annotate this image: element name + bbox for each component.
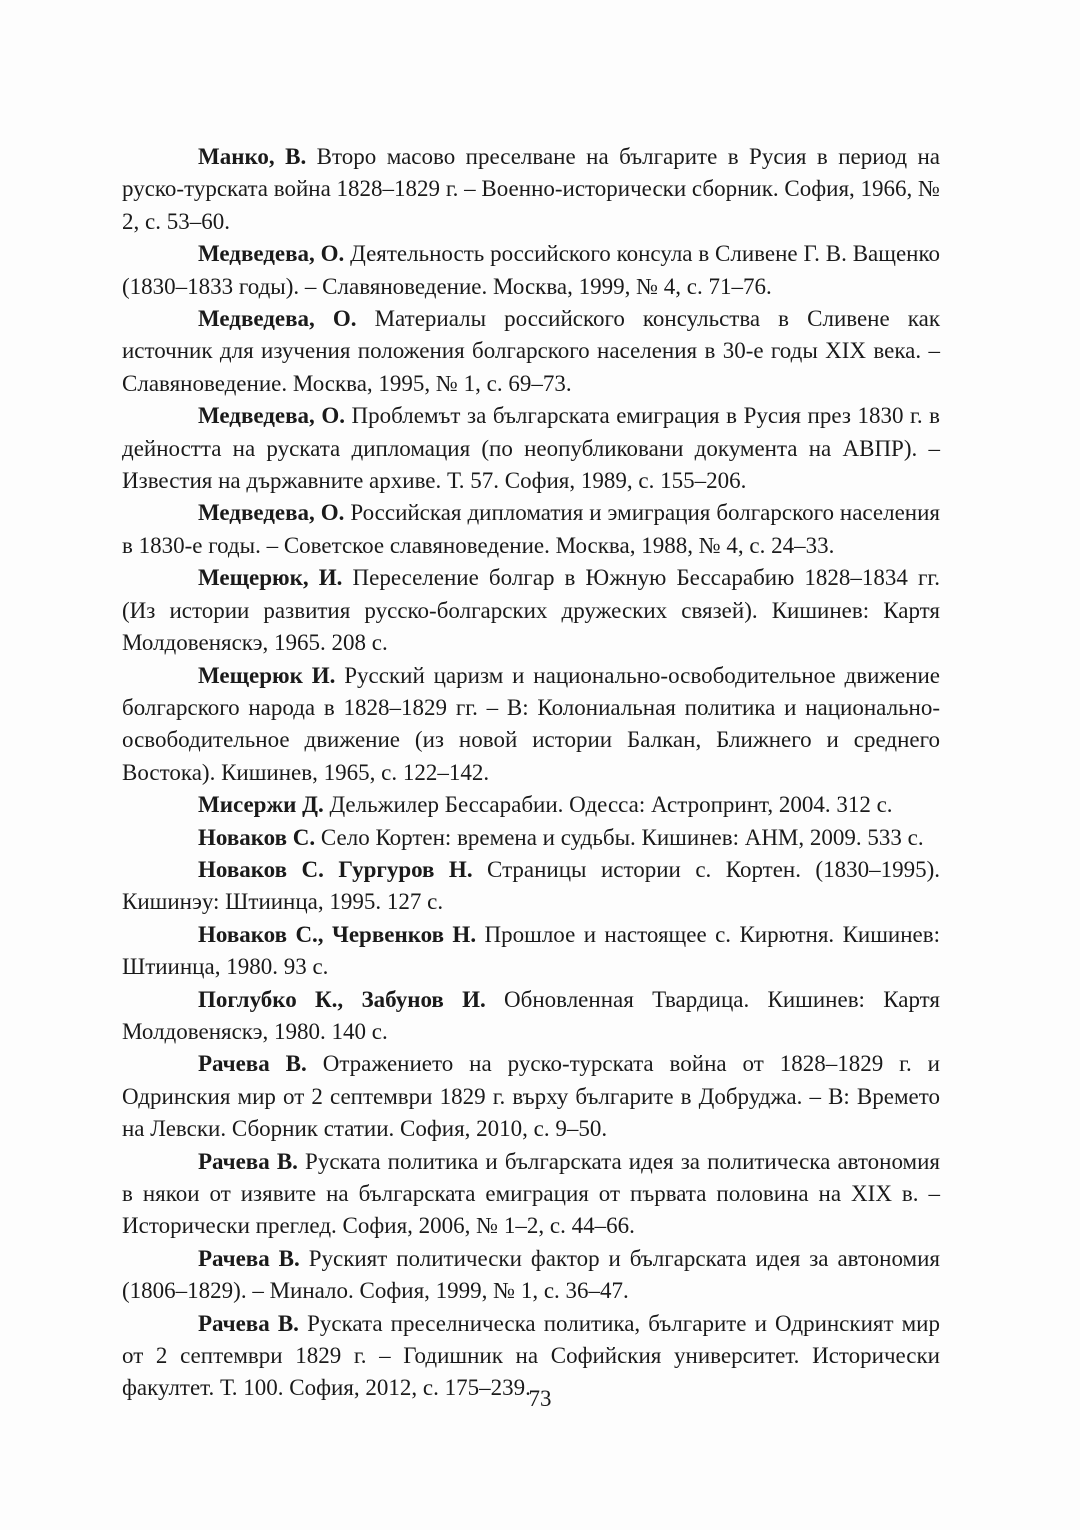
bibliography-entry	[122, 1048, 940, 1145]
entry-author: Рачева В.	[198, 1245, 300, 1271]
entry-author: Медведева, О.	[198, 306, 357, 332]
entry-author: Рачева В.	[198, 1148, 298, 1174]
bibliography-entry	[122, 303, 940, 400]
entry-text: Материалы российского консульства в Сливене как источник для изучения положения болгарского населения в 30-е годы XIX века. – Славяноведение. Москва, 1995, № 1, с. 69–73.	[122, 306, 940, 396]
bibliography-entry	[122, 1146, 940, 1243]
entry-author: Новаков С. Гургуров Н.	[198, 856, 473, 882]
entry-text: Деятельность российского консула в Сливене Г. В. Ващенко (1830–1833 годы). – Славяноведение. Москва, 1999, № 4, с. 71–76.	[122, 241, 940, 299]
entry-author: Новаков С.	[198, 824, 316, 850]
bibliography-entry	[122, 562, 940, 659]
entry-text: Дельжилер Бессарабии. Одесса: Астропринт, 2004. 312 с.	[329, 792, 893, 818]
entry-text: Отражението на руско-турската война от 1828–1829 г. и Одринския мир от 2 септември 1829 г. върху българите в Добруджа. – В: Времето на Левски. Сборник статии. София, 2010, с. 9–50.	[122, 1051, 940, 1142]
bibliography-entry	[122, 660, 940, 790]
entry-author: Мисержи Д.	[198, 792, 324, 818]
bibliography-entry	[122, 1243, 940, 1308]
entry-text: Прошлое и настоящее с. Кирютня. Кишинев: Штиинца, 1980. 93 с.	[122, 921, 941, 980]
bibliography-entry	[122, 497, 940, 562]
entry-text: Второ масово преселване на българите в Русия в период на руско-турската война 1828–1829 г. – Военно-исторически сборник. София, 1966, № 2, с. 53–60.	[122, 144, 941, 234]
entry-author: Поглубко К., Забунов И.	[198, 986, 486, 1012]
entry-text: Руският политически фактор и българската идея за автономия (1806–1829). – Минало. София, 1999, № 1, с. 36–47.	[122, 1245, 941, 1304]
bibliography-entry	[122, 854, 940, 919]
bibliography-entry	[122, 822, 940, 854]
entry-text: Руската политика и българската идея за политическа автономия в някои от изявите на българската емиграция от първата половина на XIX в. – Исторически преглед. София, 2006, № 1–2, с. 44–66.	[122, 1148, 940, 1239]
entry-text: Село Кортен: времена и судьбы. Кишинев: АНМ, 2009. 533 с.	[320, 824, 924, 850]
entry-author: Медведева, О.	[198, 500, 345, 526]
page-number: 73	[528, 1386, 552, 1411]
entry-text: Русский царизм и национально-освободительное движение болгарского народа в 1828–1829 гг. – В: Колониальная политика и национально-освободительное движение (из новой истории Балкан, Ближнего и среднего Востока). Кишинев, 1965, с. 122–142.	[122, 662, 941, 785]
entry-text: Обновленная Твардица. Кишинев: Картя Молдовеняскэ, 1980. 140 с.	[122, 986, 940, 1044]
entry-author: Медведева, О.	[198, 403, 345, 429]
entry-author: Рачева В.	[198, 1051, 307, 1077]
entry-author: Рачева В.	[198, 1310, 299, 1336]
bibliography-entry	[122, 141, 940, 238]
entry-text: Страницы истории с. Кортен. (1830–1995). Кишинэу: Штиинца, 1995. 127 с.	[122, 856, 940, 915]
entry-author: Медведева, О.	[198, 241, 345, 267]
bibliography-entry	[122, 919, 940, 984]
entry-author: Мещерюк, И.	[198, 565, 343, 591]
entry-author: Манко, В.	[198, 144, 307, 169]
bibliography-list	[122, 141, 940, 1405]
entry-text: Переселение болгар в Южную Бессарабию 1828–1834 гг. (Из истории развития русско-болгарских дружеских связей). Кишинев: Картя Молдовеняскэ, 1965. 208 с.	[122, 565, 941, 656]
bibliography-entry	[122, 789, 940, 821]
entry-author: Новаков С., Червенков Н.	[198, 921, 477, 947]
entry-author: Мещерюк И.	[198, 662, 336, 688]
entry-text: Проблемът за българската емиграция в Русия през 1830 г. в дейността на руската дипломация (по неопубликовани документа на АВПР). – Известия на държавните архиве. Т. 57. София, 1989, с. 155–206.	[122, 403, 940, 494]
entry-text: Российская дипломатия и эмиграция болгарского населения в 1830-е годы. – Советское славяноведение. Москва, 1988, № 4, с. 24–33.	[122, 500, 940, 558]
entry-text: Руската преселническа политика, българите и Одринският мир от 2 септември 1829 г. – Годишник на Софийския университет. Исторически факултет. Т. 100. София, 2012, с. 175–239.	[122, 1310, 940, 1401]
bibliography-entry	[122, 400, 940, 497]
bibliography-entry	[122, 238, 940, 303]
bibliography-entry	[122, 984, 940, 1049]
